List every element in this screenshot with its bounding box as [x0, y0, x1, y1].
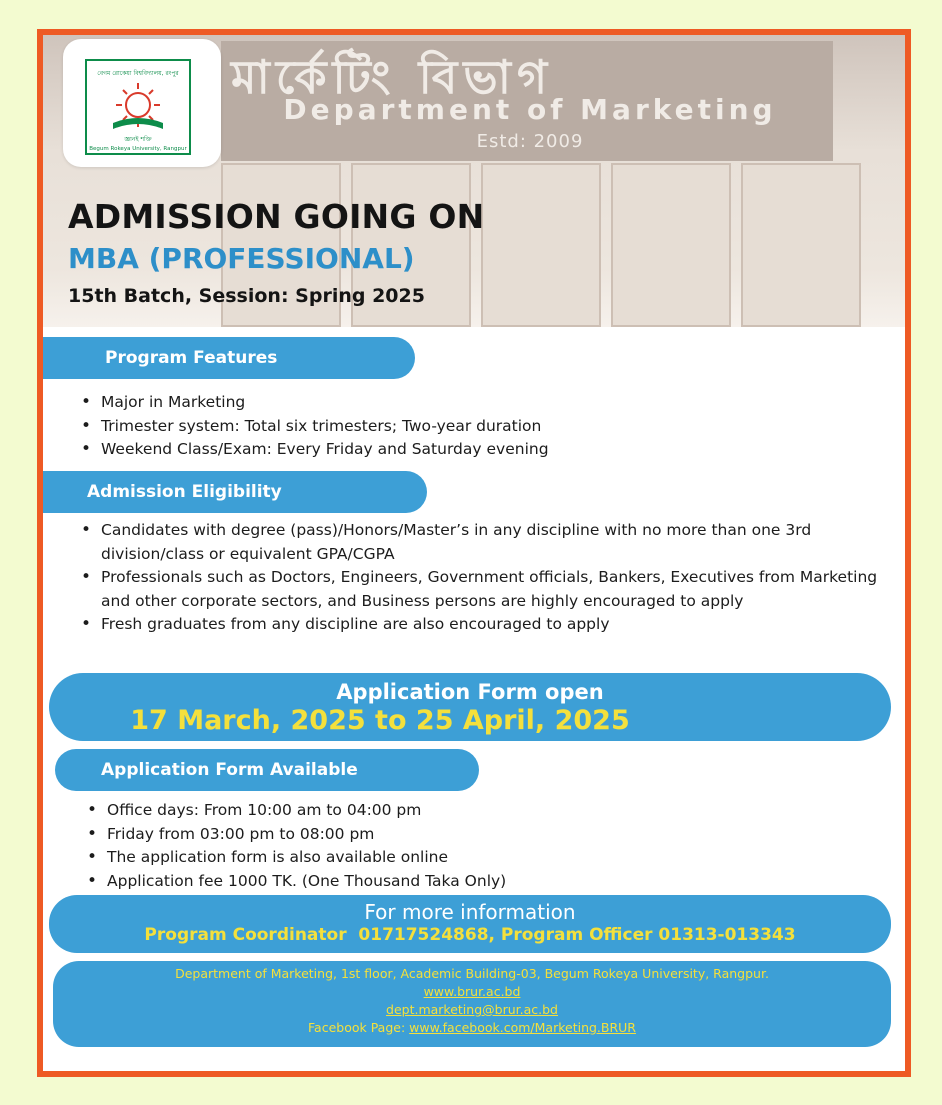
program-name: MBA (PROFESSIONAL)	[68, 242, 415, 275]
application-open-label: Application Form open	[336, 680, 604, 704]
facebook-label: Facebook Page:	[308, 1020, 410, 1035]
hero-banner	[43, 35, 905, 327]
availability-title: Application Form Available	[101, 760, 358, 780]
university-logo	[63, 39, 221, 167]
admission-headline: ADMISSION GOING ON	[68, 197, 485, 236]
list-item: • Application fee 1000 TK. (One Thousand Taka Only)	[83, 870, 873, 894]
contact-band	[49, 895, 891, 953]
application-window-band	[49, 673, 891, 741]
list-item: • The application form is also available online	[83, 846, 873, 870]
list-item: • Fresh graduates from any discipline are also encouraged to apply	[77, 613, 895, 637]
more-info-label: For more information	[364, 900, 576, 924]
admission-eligibility-heading	[43, 471, 427, 513]
eligibility-title: Admission Eligibility	[87, 482, 282, 502]
contact-phones: Program Coordinator 01717524868, Program Officer 01313-013343	[144, 925, 796, 945]
application-available-heading	[55, 749, 479, 791]
application-dates: 17 March, 2025 to 25 April, 2025	[130, 705, 630, 736]
footer-info	[53, 961, 891, 1047]
bangla-department-title: মার্কেটিং বিভাগ	[231, 50, 554, 104]
poster-frame	[37, 29, 911, 1077]
logo-emblem	[85, 59, 191, 155]
logo-caption: Begum Rokeya University, Rangpur	[89, 146, 187, 152]
established-year: Estd: 2009	[476, 131, 584, 152]
department-sign-text: Department of Marketing	[283, 93, 777, 126]
footer-address: Department of Marketing, 1st floor, Academic Building-03, Begum Rokeya University, Rangpur.	[175, 966, 769, 981]
website-link[interactable]: www.brur.ac.bd	[423, 984, 521, 999]
list-item: • Friday from 03:00 pm to 08:00 pm	[83, 823, 873, 847]
program-features-title: Program Features	[105, 348, 278, 368]
list-item: • Trimester system: Total six trimesters; Two-year duration	[77, 415, 887, 439]
eligibility-list	[77, 519, 895, 637]
batch-session: 15th Batch, Session: Spring 2025	[68, 285, 425, 307]
email-link[interactable]: dept.marketing@brur.ac.bd	[386, 1002, 558, 1017]
availability-list	[83, 799, 873, 893]
svg-text:জ্ঞানই শক্তি: জ্ঞানই শক্তি	[124, 136, 152, 143]
list-item: • Major in Marketing	[77, 391, 887, 415]
list-item: • Office days: From 10:00 am to 04:00 pm	[83, 799, 873, 823]
list-item: • Weekend Class/Exam: Every Friday and Saturday evening	[77, 438, 887, 462]
list-item: • Candidates with degree (pass)/Honors/Master’s in any discipline with no more than one 3rd division/class or equivalent GPA/CGPA	[77, 519, 895, 566]
svg-text:বেগম রোকেয়া বিশ্ববিদ্যালয়, র: বেগম রোকেয়া বিশ্ববিদ্যালয়, রংপুর	[97, 70, 179, 77]
list-item: • Professionals such as Doctors, Engineers, Government officials, Bankers, Executives from Marketing and other corporate sectors, and Business persons are highly encouraged to apply	[77, 566, 895, 613]
program-features-heading	[43, 337, 415, 379]
features-list	[77, 391, 887, 462]
facebook-link[interactable]: www.facebook.com/Marketing.BRUR	[409, 1020, 636, 1035]
